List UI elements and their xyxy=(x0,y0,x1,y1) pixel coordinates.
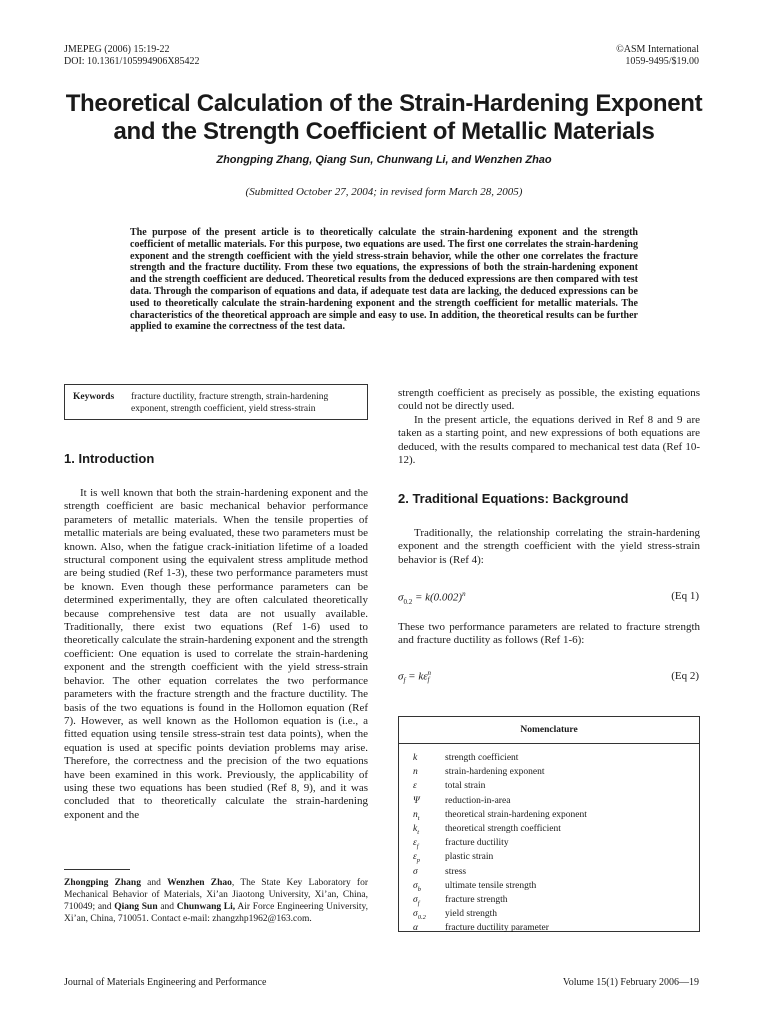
nomenclature-definition: yield strength xyxy=(445,909,497,920)
right-para-2: In the present article, the equations derived in Ref 8 and 9 are taken as a starting point, and new expressions of both equations are deduced, with the results compared to mechanical test data (Ref 10-12). xyxy=(398,414,700,467)
eq2-subscript: f xyxy=(403,676,406,685)
title-line-2: and the Strength Coefficient of Metallic Materials xyxy=(113,118,655,145)
nomenclature-symbol-main: ε xyxy=(413,781,417,792)
eq1-rhs: = k(0.002) xyxy=(412,591,463,604)
nomenclature-symbol-main: σ xyxy=(413,895,418,905)
right-para-3: Traditionally, the relationship correlating the strain-hardening exponent and the strength coefficient with the yield stress-strain behavior is (Ref 4): xyxy=(398,527,700,566)
keywords-text: fracture ductility, fracture strength, strain-hardening exponent, strength coefficient, yield stress-strain xyxy=(131,392,329,414)
nomenclature-symbol-main: σ xyxy=(413,909,418,920)
equation-1-label: (Eq 1) xyxy=(671,590,699,602)
nomenclature-definition: theoretical strength coefficient xyxy=(445,824,561,834)
nomenclature-heading: Nomenclature xyxy=(520,725,578,735)
footnote-rule xyxy=(64,869,130,870)
authors: Zhongping Zhang, Qiang Sun, Chunwang Li, and Wenzhen Zhao xyxy=(216,154,552,166)
author-affiliation xyxy=(64,877,368,925)
equation-1 xyxy=(398,590,466,606)
eq1-exponent: n xyxy=(462,590,466,598)
equation-2-label: (Eq 2) xyxy=(671,670,699,682)
affil-and-1: and xyxy=(140,878,168,888)
nomenclature-symbol-subscript: f xyxy=(416,843,419,851)
affil-name-3: Qiang Sun xyxy=(114,902,158,912)
copyright: ©ASM International xyxy=(616,44,699,55)
nomenclature-definition: fracture ductility xyxy=(445,838,509,849)
nomenclature-symbol-main: ε xyxy=(413,852,417,863)
nomenclature-symbol-main: k xyxy=(413,753,418,763)
affil-and-2: and xyxy=(157,902,177,912)
affil-name-4: Chunwang Li, xyxy=(176,902,236,912)
submission-dates: (Submitted October 27, 2004; in revised form March 28, 2005) xyxy=(245,186,523,198)
nomenclature-symbol-main: Ψ xyxy=(413,795,420,806)
nomenclature-definition: total strain xyxy=(445,781,486,792)
nomenclature-symbol-subscript: t xyxy=(417,828,420,836)
nomenclature-symbol-main: α xyxy=(413,923,418,934)
nomenclature-symbol-main: n xyxy=(413,767,418,778)
nomenclature-symbol-subscript: f xyxy=(417,899,420,907)
nomenclature-symbol-main: k xyxy=(413,824,418,834)
nomenclature-definition: plastic strain xyxy=(445,852,494,863)
section-1-heading: 1. Introduction xyxy=(64,451,155,466)
nomenclature-definition: fracture strength xyxy=(445,895,508,905)
nomenclature-definition: strength coefficient xyxy=(445,753,519,763)
keywords-box xyxy=(64,384,368,420)
eq2-rhs: = kε xyxy=(405,670,428,683)
nomenclature-symbol-main: n xyxy=(413,809,418,820)
introduction-body: It is well known that both the strain-hardening exponent and the strength coefficient are basic mechanical behavior performance parameters of metallic materials. When the tensile properties of metallic materials are being evaluated, these two parameters must be known. Also, when the fatigue crack-initiation lifetime of a loaded structural component using the equivalent stress amplitude method are being studied (Ref 1-3), these two performance parameters must be known. Even though these performance parameters can be determined experimentally, they are often calculated theoretically because comprehensive test data are not usually available. Traditionally, there exist two equations (Ref 1-6) used to theoretically calculate the strain-hardening exponent and the strength coefficient: One equation is used to correlate the strain-hardening exponent and the strength coefficient with the yield stress-strain behavior. The other equation correlates the two performance parameters with the fracture strength and the fracture ductility. The basis of the two equations is found in the Hollomon equation (Ref 7). However, as well known as the Hollomon equation is (i.e., a fitted equation using tensile stress-strain test data points), when the equation is used at specific points deviation problems may arise. Therefore, the correctness and the precision of the two equations have been examined in this work. Previously, the applicability of using these two equations has been studied (Ref 8, 9), and it was concluded that to theoretically calculate the strain-hardening exponent and the xyxy=(64,487,368,821)
nomenclature-symbol xyxy=(413,922,443,938)
nomenclature-box xyxy=(398,716,700,932)
paper-title xyxy=(40,90,728,146)
nomenclature-symbol-subscript: t xyxy=(417,814,420,822)
title-line-1: Theoretical Calculation of the Strain-Hardening Exponent xyxy=(65,90,703,117)
nomenclature-symbol-subscript: 0.2 xyxy=(417,914,426,922)
eq2-epsilon-subscript: f xyxy=(427,676,430,684)
nomenclature-definition: fracture ductility parameter xyxy=(445,923,549,934)
doi: DOI: 10.1361/105994906X85422 xyxy=(64,56,200,67)
nomenclature-rule xyxy=(399,743,699,744)
eq1-sigma: σ xyxy=(398,591,404,604)
journal-reference: JMEPEG (2006) 15:19-22 xyxy=(64,44,170,55)
nomenclature-definition: stress xyxy=(445,866,467,877)
nomenclature-definition: strain-hardening exponent xyxy=(445,767,545,778)
nomenclature-symbol-subscript: b xyxy=(417,885,421,893)
header-left xyxy=(64,44,200,68)
affil-text-2: Air Force Engineering University, Xi’an, China, 710051. Contact e-mail: zhangzhp1962@163.com. xyxy=(64,902,369,924)
footer-volume-page: Volume 15(1) February 2006—19 xyxy=(562,977,699,988)
nomenclature-symbol-subscript: p xyxy=(416,857,420,865)
equation-2 xyxy=(398,670,431,685)
eq2-sigma: σ xyxy=(398,670,404,683)
issn-price: 1059-9495/$19.00 xyxy=(625,56,699,67)
header-right xyxy=(616,44,699,68)
nomenclature-symbol-main: σ xyxy=(413,866,418,877)
affil-name-1: Zhongping Zhang xyxy=(64,878,141,888)
footer-journal: Journal of Materials Engineering and Performance xyxy=(64,977,267,988)
affil-name-2: Wenzhen Zhao xyxy=(167,878,232,888)
nomenclature-definition: reduction-in-area xyxy=(445,795,511,806)
eq2-exponent: n xyxy=(427,669,432,677)
affil-text-1: , The State Key Laboratory for Mechanical Behavior of Materials, Xi’an Jiaotong University, Xi’an, China, 710049; and xyxy=(64,878,368,912)
nomenclature-symbol-main: ε xyxy=(413,838,417,849)
nomenclature-definition: ultimate tensile strength xyxy=(445,880,537,891)
section-2-heading: 2. Traditional Equations: Background xyxy=(398,491,629,506)
nomenclature-definition: theoretical strain-hardening exponent xyxy=(445,809,587,820)
eq1-subscript: 0.2 xyxy=(403,597,413,606)
nomenclature-symbol-main: σ xyxy=(413,880,418,891)
keywords-label: Keywords xyxy=(73,392,115,402)
right-para-4: These two performance parameters are related to fracture strength and fracture ductility as follows (Ref 1-6): xyxy=(398,621,700,647)
right-para-1: strength coefficient as precisely as possible, the existing equations could not be directly used. xyxy=(398,387,700,413)
abstract: The purpose of the present article is to theoretically calculate the strain-hardening exponent and the strength coefficient of metallic materials. For this purpose, two equations are used. The first one correlates the strain-hardening exponent and the strength coefficient with the yield stress-strain behavior, while the other one correlates the fracture strength and the fracture ductility. From these two equations, the expressions of both the strain-hardening exponent and the strength coefficient are deduced. Theoretical results from the deduced expressions are then compared with test data. Through the comparison of equations and data, if adequate test data are lacking, the deduced expressions can be used to theoretically calculate the strain-hardening exponent and the strength coefficient for metallic materials. The characteristics of the theoretical approach are simple and easy to use. In addition, the theoretical results can be further applied to examine the correctness of the test data. xyxy=(130,227,638,333)
